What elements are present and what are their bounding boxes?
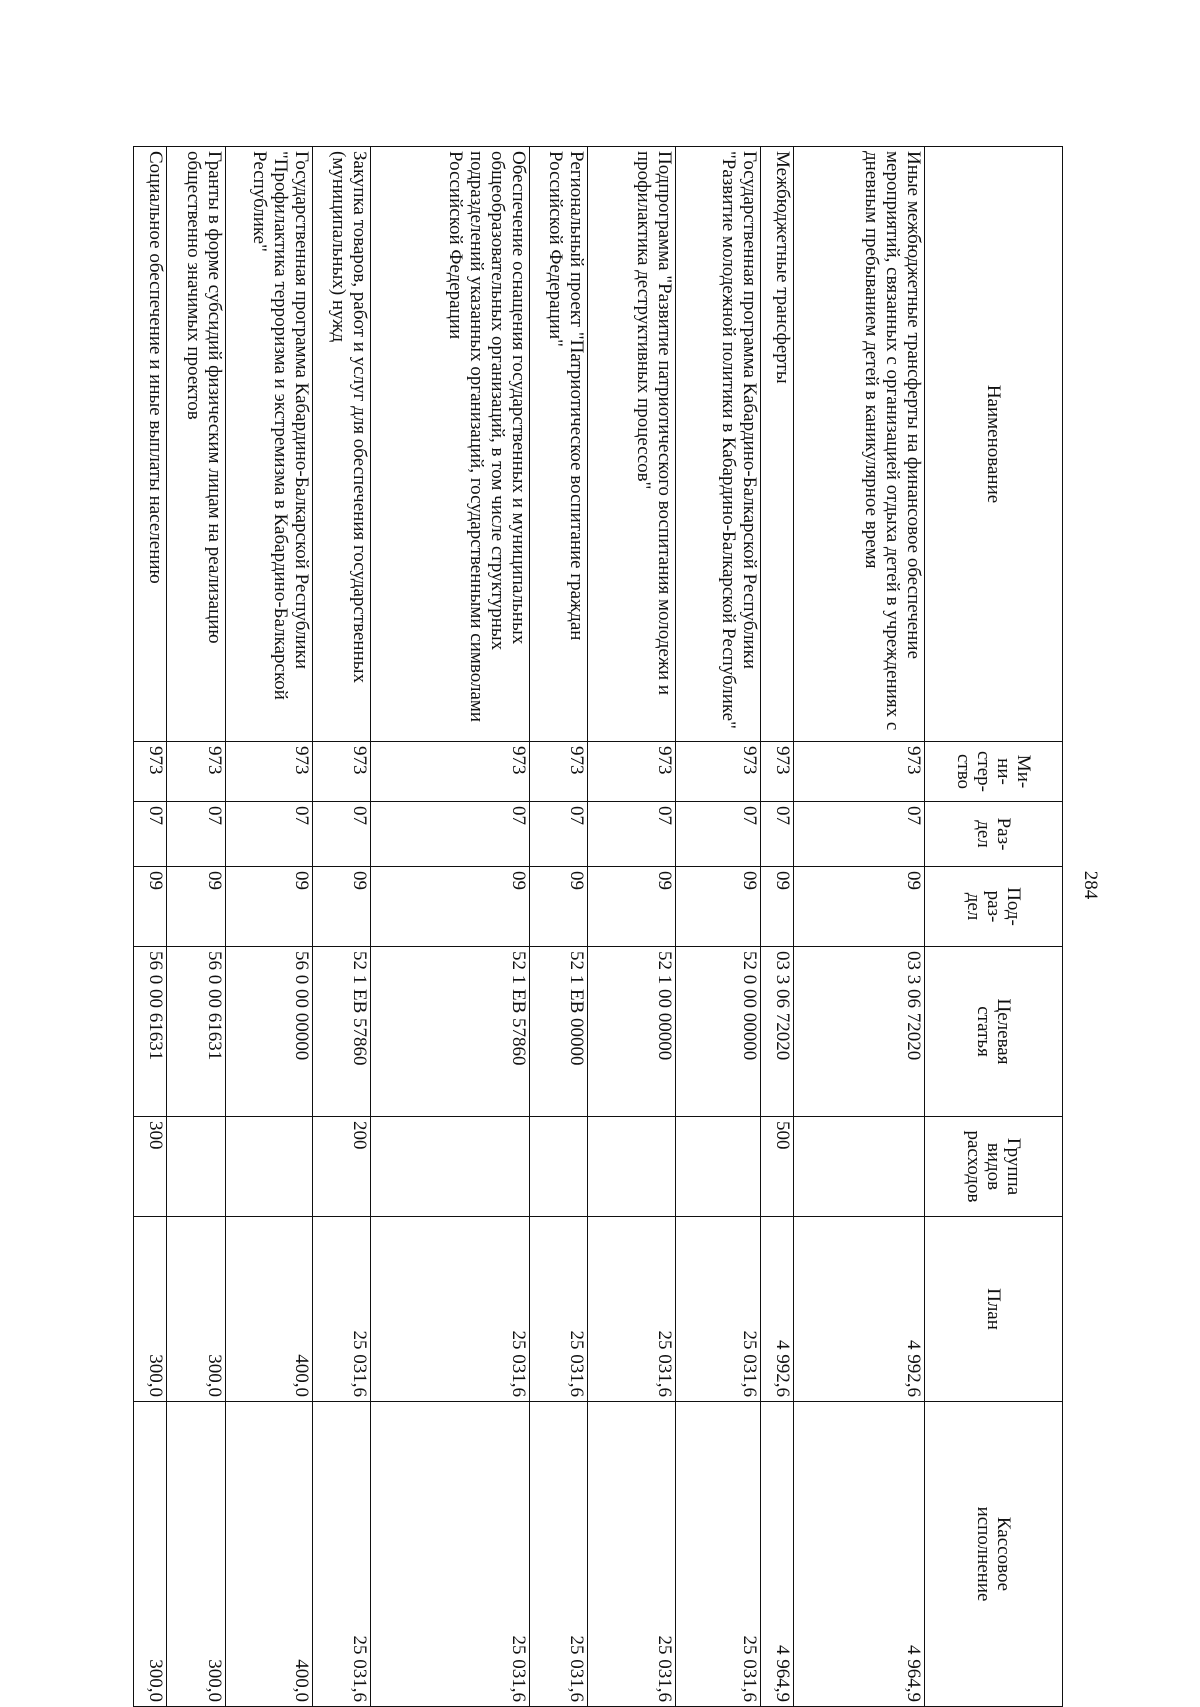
row-ministry: 973 bbox=[588, 742, 675, 802]
row-execution: 400,0 bbox=[226, 1402, 312, 1707]
header-ministry: Ми- ни- стер- ство bbox=[925, 742, 1063, 802]
row-target: 52 0 00 00000 bbox=[675, 947, 760, 1117]
header-subsection: Под- раз- дел bbox=[925, 867, 1063, 947]
row-plan: 4 992,6 bbox=[760, 1217, 793, 1402]
row-group: 500 bbox=[760, 1117, 793, 1217]
header-name: Наименование bbox=[925, 147, 1063, 742]
row-ministry: 973 bbox=[675, 742, 760, 802]
row-subsection: 09 bbox=[793, 867, 924, 947]
row-ministry: 973 bbox=[134, 742, 167, 802]
row-execution: 4 964,9 bbox=[760, 1402, 793, 1707]
row-execution: 4 964,9 bbox=[793, 1402, 924, 1707]
row-group bbox=[793, 1117, 924, 1217]
row-execution: 300,0 bbox=[166, 1402, 226, 1707]
row-subsection: 09 bbox=[226, 867, 312, 947]
row-subsection: 09 bbox=[588, 867, 675, 947]
row-subsection: 09 bbox=[530, 867, 588, 947]
row-execution: 300,0 bbox=[134, 1402, 167, 1707]
table-row bbox=[760, 147, 793, 1707]
row-target: 03 3 06 72020 bbox=[760, 947, 793, 1117]
row-plan: 25 031,6 bbox=[312, 1217, 370, 1402]
table-row bbox=[226, 147, 312, 1707]
row-section: 07 bbox=[166, 802, 226, 867]
header-section: Раз- дел bbox=[925, 802, 1063, 867]
row-group: 200 bbox=[312, 1117, 370, 1217]
header-target: Целевая статья bbox=[925, 947, 1063, 1117]
row-group: 300 bbox=[134, 1117, 167, 1217]
row-section: 07 bbox=[793, 802, 924, 867]
row-group bbox=[226, 1117, 312, 1217]
table-row bbox=[134, 147, 167, 1707]
row-name: Государственная программа Кабардино-Балкарской Республики "Развитие молодежной политики в Кабардино-Балкарской Республике" bbox=[675, 147, 760, 742]
row-execution: 25 031,6 bbox=[312, 1402, 370, 1707]
table-row bbox=[793, 147, 924, 1707]
row-name: Гранты в форме субсидий физическим лицам на реализацию общественно значимых проектов bbox=[166, 147, 226, 742]
row-plan: 400,0 bbox=[226, 1217, 312, 1402]
row-section: 07 bbox=[530, 802, 588, 867]
table-row bbox=[312, 147, 370, 1707]
row-ministry: 973 bbox=[530, 742, 588, 802]
row-section: 07 bbox=[134, 802, 167, 867]
row-ministry: 973 bbox=[312, 742, 370, 802]
header-row bbox=[925, 147, 1063, 1707]
row-subsection: 09 bbox=[166, 867, 226, 947]
table-row bbox=[370, 147, 529, 1707]
page-number: 284 bbox=[1080, 870, 1101, 900]
header-group: Группа видов расходов bbox=[925, 1117, 1063, 1217]
row-ministry: 973 bbox=[793, 742, 924, 802]
row-execution: 25 031,6 bbox=[530, 1402, 588, 1707]
row-ministry: 973 bbox=[760, 742, 793, 802]
row-execution: 25 031,6 bbox=[675, 1402, 760, 1707]
row-name: Региональный проект "Патриотическое воспитание граждан Российской Федерации" bbox=[530, 147, 588, 742]
row-target: 52 1 ЕВ 57860 bbox=[370, 947, 529, 1117]
row-target: 56 0 00 61631 bbox=[166, 947, 226, 1117]
row-name: Иные межбюджетные трансферты на финансовое обеспечение мероприятий, связанных с организацией отдыха детей в учреждениях с дневным пребыванием детей в каникулярное время bbox=[793, 147, 924, 742]
row-name: Государственная программа Кабардино-Балкарской Республики "Профилактика терроризма и экстремизма в Кабардино-Балкарской Республике" bbox=[226, 147, 312, 742]
row-target: 52 1 00 00000 bbox=[588, 947, 675, 1117]
row-plan: 25 031,6 bbox=[675, 1217, 760, 1402]
budget-table bbox=[133, 146, 1063, 1707]
row-section: 07 bbox=[675, 802, 760, 867]
row-subsection: 09 bbox=[370, 867, 529, 947]
row-group bbox=[166, 1117, 226, 1217]
row-ministry: 973 bbox=[166, 742, 226, 802]
row-ministry: 973 bbox=[370, 742, 529, 802]
row-name: Подпрограмма "Развитие патриотического воспитания молодежи и профилактика деструктивных процессов" bbox=[588, 147, 675, 742]
row-section: 07 bbox=[370, 802, 529, 867]
row-section: 07 bbox=[588, 802, 675, 867]
row-section: 07 bbox=[760, 802, 793, 867]
row-group bbox=[370, 1117, 529, 1217]
row-name: Обеспечение оснащения государственных и муниципальных общеобразовательных организаций, в том числе структурных подразделений указанных организаций, государственными символами Российской Федерации bbox=[370, 147, 529, 742]
row-name: Межбюджетные трансферты bbox=[760, 147, 793, 742]
row-name: Социальное обеспечение и иные выплаты населению bbox=[134, 147, 167, 742]
row-subsection: 09 bbox=[134, 867, 167, 947]
row-plan: 300,0 bbox=[166, 1217, 226, 1402]
row-group bbox=[530, 1117, 588, 1217]
row-execution: 25 031,6 bbox=[370, 1402, 529, 1707]
row-subsection: 09 bbox=[760, 867, 793, 947]
header-execution: Кассовое исполнение bbox=[925, 1402, 1063, 1707]
row-target: 52 1 ЕВ 00000 bbox=[530, 947, 588, 1117]
row-plan: 300,0 bbox=[134, 1217, 167, 1402]
row-plan: 25 031,6 bbox=[588, 1217, 675, 1402]
row-target: 03 3 06 72020 bbox=[793, 947, 924, 1117]
row-target: 56 0 00 61631 bbox=[134, 947, 167, 1117]
row-section: 07 bbox=[312, 802, 370, 867]
budget-table-sheet bbox=[133, 146, 1063, 1706]
header-plan: План bbox=[925, 1217, 1063, 1402]
row-subsection: 09 bbox=[312, 867, 370, 947]
row-target: 56 0 00 00000 bbox=[226, 947, 312, 1117]
row-plan: 25 031,6 bbox=[370, 1217, 529, 1402]
row-subsection: 09 bbox=[675, 867, 760, 947]
row-name: Закупка товаров, работ и услуг для обеспечения государственных (муниципальных) нужд bbox=[312, 147, 370, 742]
table-row bbox=[588, 147, 675, 1707]
row-plan: 25 031,6 bbox=[530, 1217, 588, 1402]
row-plan: 4 992,6 bbox=[793, 1217, 924, 1402]
row-group bbox=[588, 1117, 675, 1217]
table-row bbox=[675, 147, 760, 1707]
table-row bbox=[166, 147, 226, 1707]
table-row bbox=[530, 147, 588, 1707]
row-execution: 25 031,6 bbox=[588, 1402, 675, 1707]
row-target: 52 1 ЕВ 57860 bbox=[312, 947, 370, 1117]
row-group bbox=[675, 1117, 760, 1217]
row-ministry: 973 bbox=[226, 742, 312, 802]
row-section: 07 bbox=[226, 802, 312, 867]
